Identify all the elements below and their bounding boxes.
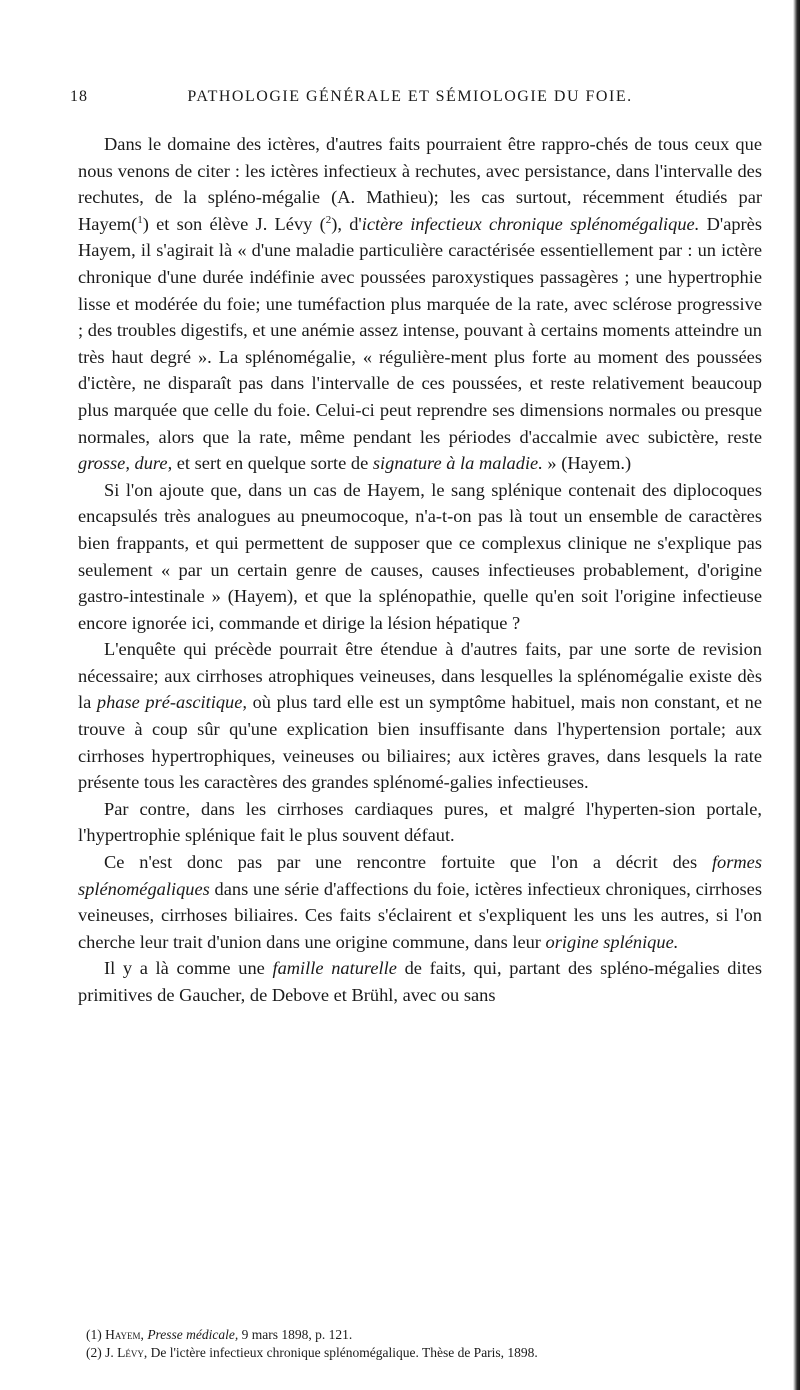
footnote-1: (1) Hayem, Presse médicale, 9 mars 1898, p. 121. — [86, 1327, 353, 1342]
emphasis: ictère infectieux chronique splénomégalique. — [361, 213, 700, 234]
running-title: PATHOLOGIE GÉNÉRALE ET SÉMIOLOGIE DU FOIE. — [187, 88, 633, 105]
running-header — [60, 86, 760, 110]
paragraph-6: Il y a là comme une famille naturelle de faits, qui, partant des spléno-mégalies dites primitives de Gaucher, de Debove et Brühl, avec ou sans — [78, 958, 763, 1005]
paragraph-1: Dans le domaine des ictères, d'autres faits pourraient être rappro-chés de tous ceux que nous venons de citer : les ictères infectieux à rechutes, avec persistance, dans l'intervalle des rechutes, de la spléno-mégalie (A. Mathieu); les cas surtout, récemment étudiés par Hayem($^1$) et son élève J. Lévy ($^2$), d'ictère infectieux chronique splénomégalique. D'après Hayem, il s'agirait là « d'une maladie particulière caractérisée essentiellement par : un ictère chronique d'une durée indéfinie avec poussées paroxystiques passagères ; une hypertrophie lisse et modérée du foie; une tuméfaction plus marquée de la rate, avec sclérose progressive ; des troubles digestifs, et une anémie assez intense, pouvant à certains moments atteindre un très haut degré ». La splénomégalie, « régulière-ment plus forte au moment des poussées d'ictère, ne disparaît pas dans l'intervalle de ces poussées, et reste relativement beaucoup plus marquée que celle du foie. Celui-ci peut reprendre ses dimensions normales ou presque normales, alors que la rate, même pendant les périodes d'accalmie avec subictère, reste grosse, dure, et sert en quelque sorte de signature à la maladie. » (Hayem.) — [78, 134, 762, 474]
emphasis: signature à la maladie. — [372, 453, 543, 474]
paragraph-4: Par contre, dans les cirrhoses cardiaques pures, et malgré l'hyperten-sion portale, l'hypertrophie splénique fait le plus souvent défaut. — [78, 798, 762, 846]
footnote-ref-2[interactable]: 2 — [325, 213, 332, 226]
footnote-2: (2) J. Lévy, De l'ictère infectieux chronique splénomégalique. Thèse de Paris, 1898. — [86, 1345, 538, 1360]
page-edge-shadow — [793, 0, 800, 1390]
emphasis: origine splénique. — [545, 931, 679, 952]
emphasis: formes splénomégaliques — [78, 852, 762, 899]
emphasis: grosse, dure, — [78, 453, 173, 474]
paragraph-2: Si l'on ajoute que, dans un cas de Hayem, le sang splénique contenait des diplocoques encapsulés très analogues au pneumocoque, n'a-t-on pas là tout un ensemble de caractères bien frappants, et qui permettent de supposer que ce complexus clinique ne s'explique pas seulement « par un certain genre de causes, causes infectieuses probablement, d'origine gastro-intestinale » (Hayem), et que la splénopathie, quelle qu'en soit l'origine infectieuse encore ignorée ici, commande et dirige la lésion hépatique ? — [78, 479, 762, 633]
body-text — [78, 131, 762, 1009]
paragraph-5: Ce n'est donc pas par une rencontre fortuite que l'on a décrit des formes splénomégaliques dans une série d'affections du foie, ictères infectieux chroniques, cirrhoses veineuses, cirrhoses biliaires. Ces faits s'éclairent et s'expliquent les uns les autres, si l'on cherche leur trait d'union dans une origine commune, dans leur origine splénique. — [78, 852, 762, 952]
footnote-ref-1[interactable]: 1 — [137, 213, 143, 226]
emphasis: phase pré-ascitique, — [96, 692, 248, 713]
emphasis: famille naturelle — [272, 958, 397, 979]
footnotes — [78, 1326, 762, 1362]
page-number: 18 — [70, 88, 88, 105]
paragraph-3: L'enquête qui précède pourrait être étendue à d'autres faits, par une sorte de revision nécessaire; aux cirrhoses atrophiques veineuses, dans lesquelles la splénomégalie existe dès la phase pré-ascitique, où plus tard elle est un symptôme habituel, mais non constant, et ne trouve à coup sûr qu'une explication bien insuffisante dans l'hypertension portale; aux cirrhoses hypertrophiques, veineuses ou biliaires; aux ictères graves, dans lesquels la rate présente tous les caractères des grandes splénomé-galies infectieuses. — [78, 639, 763, 793]
